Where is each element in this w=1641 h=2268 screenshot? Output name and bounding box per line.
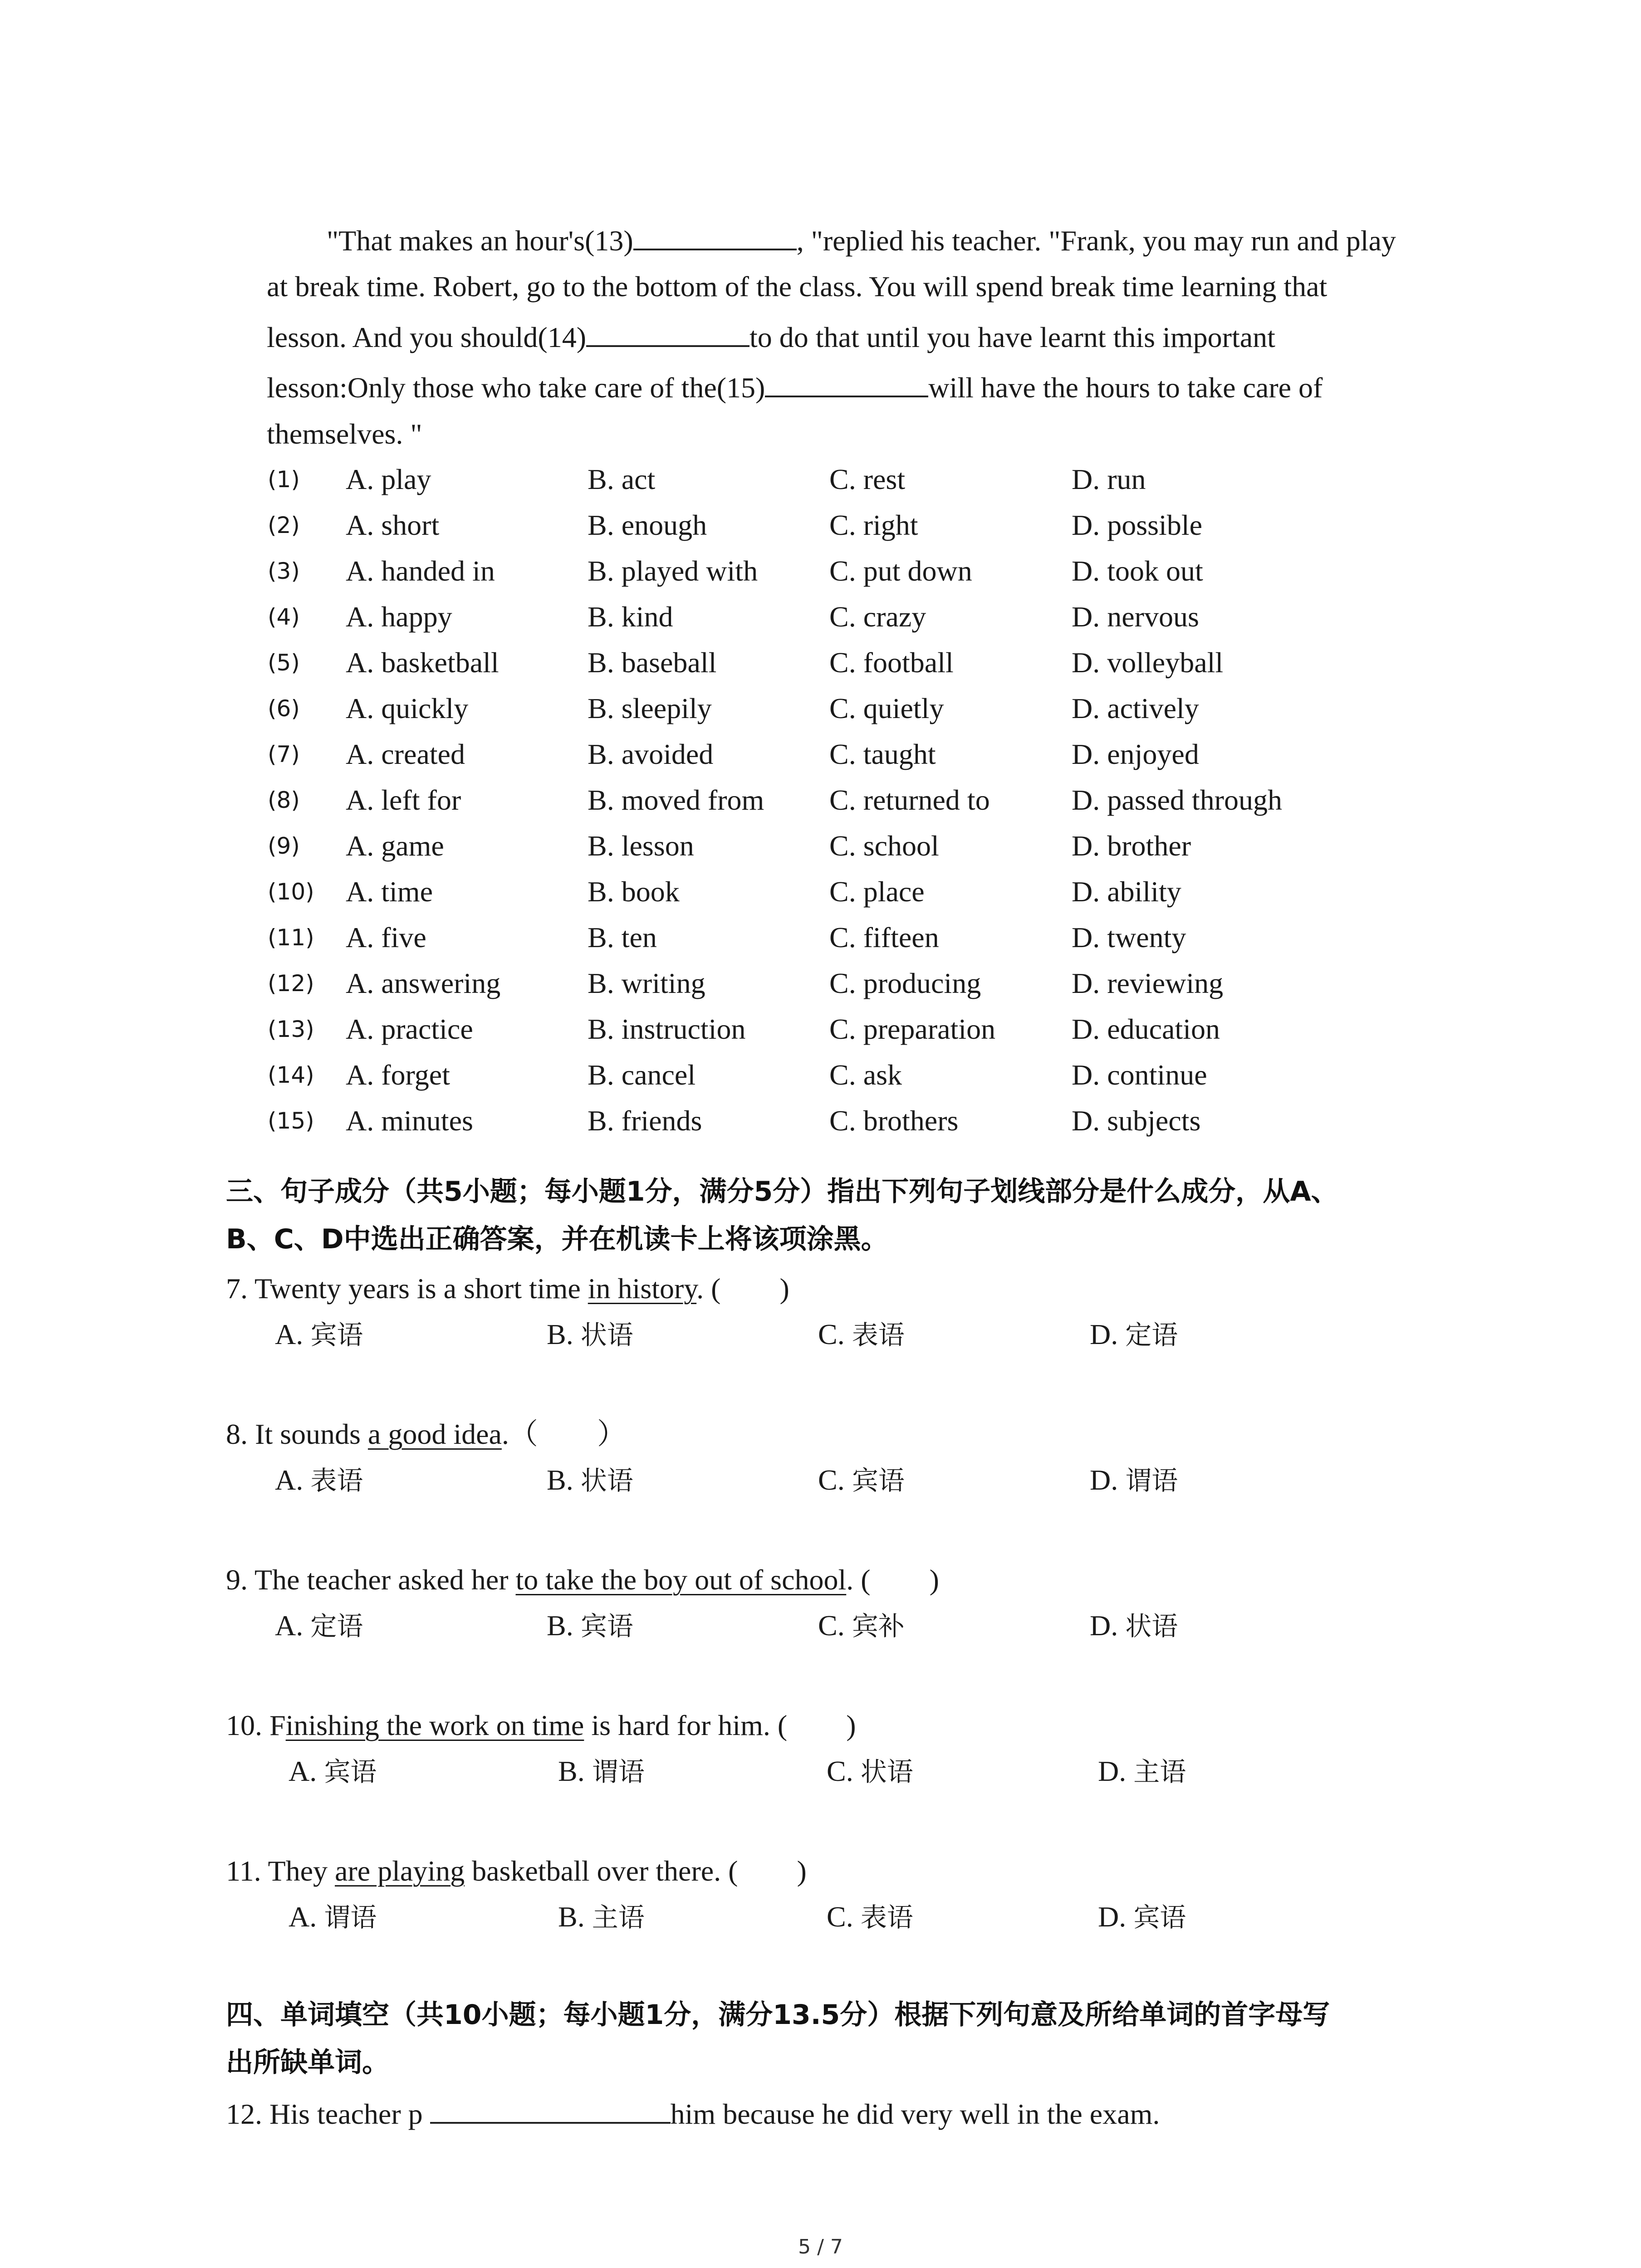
underlined-part: are playing bbox=[334, 1855, 465, 1887]
option-number: (1) bbox=[268, 466, 300, 493]
option-b: B. avoided bbox=[588, 738, 714, 770]
section-3-heading-cont: B、C、D中选出正确答案，并在机读卡上将该项涂黑。 bbox=[226, 1223, 888, 1255]
option-a: A. happy bbox=[346, 601, 452, 633]
passage-text: lesson. And you should(14) bbox=[267, 321, 586, 353]
option-c: C. school bbox=[829, 830, 939, 862]
question-text: is hard for him. ( bbox=[584, 1709, 788, 1741]
option-c: C. put down bbox=[829, 555, 972, 587]
question-text: 11. They bbox=[226, 1855, 335, 1887]
section-4-heading-cont: 出所缺单词。 bbox=[226, 2047, 389, 2078]
option-d: D. ability bbox=[1072, 875, 1181, 908]
choice-letter: C. bbox=[827, 1901, 853, 1933]
question-text: him because he did very well in the exam. bbox=[670, 2098, 1160, 2130]
choice-label: 表语 bbox=[310, 1465, 363, 1496]
option-b: B. cancel bbox=[588, 1059, 696, 1091]
option-d: D. subjects bbox=[1072, 1105, 1201, 1137]
option-number: (6) bbox=[268, 695, 300, 722]
option-b: B. lesson bbox=[588, 830, 694, 862]
choice-label: 宾补 bbox=[852, 1611, 905, 1642]
choice-letter: C. bbox=[827, 1755, 853, 1787]
paren-close: ) bbox=[929, 1564, 939, 1596]
choice-letter: D. bbox=[1090, 1464, 1118, 1496]
underlined-part: inishing the work on time bbox=[285, 1709, 584, 1741]
option-d: D. brother bbox=[1072, 830, 1191, 862]
choice-letter: B. bbox=[547, 1318, 573, 1350]
choice-label: 主语 bbox=[592, 1902, 645, 1933]
option-b: B. baseball bbox=[588, 646, 717, 679]
option-number: (5) bbox=[268, 650, 300, 676]
option-number: (11) bbox=[268, 924, 314, 951]
option-d: D. volleyball bbox=[1072, 646, 1224, 679]
answer-blank-14 bbox=[586, 319, 749, 347]
choice-label: 定语 bbox=[310, 1611, 363, 1642]
question-text: 8. It sounds bbox=[226, 1418, 368, 1450]
question-9 bbox=[226, 1562, 939, 1598]
option-a: A. short bbox=[346, 509, 440, 541]
option-number: (9) bbox=[268, 833, 300, 859]
choice-letter: B. bbox=[547, 1464, 573, 1496]
choice-label: 宾语 bbox=[310, 1320, 363, 1350]
choice-label: 谓语 bbox=[1125, 1465, 1178, 1496]
option-number: (13) bbox=[268, 1016, 314, 1042]
option-c: C. crazy bbox=[829, 601, 926, 633]
question-8 bbox=[226, 1416, 626, 1452]
option-a: A. answering bbox=[346, 967, 501, 999]
option-c: C. ask bbox=[829, 1059, 902, 1091]
choice-letter: C. bbox=[818, 1318, 845, 1350]
choice-label: 表语 bbox=[860, 1902, 913, 1933]
choice-a bbox=[275, 1462, 363, 1499]
question-text: . ( bbox=[846, 1564, 871, 1596]
option-a: A. practice bbox=[346, 1013, 473, 1045]
option-c: C. rest bbox=[829, 463, 906, 495]
choice-b bbox=[558, 1753, 645, 1790]
question-10 bbox=[226, 1707, 856, 1744]
question-text: 12. His teacher p bbox=[226, 2098, 423, 2130]
option-b: B. moved from bbox=[588, 784, 764, 816]
choice-c bbox=[818, 1608, 905, 1644]
option-a: A. quickly bbox=[346, 692, 469, 724]
choice-d bbox=[1098, 1753, 1186, 1790]
choice-label: 谓语 bbox=[324, 1902, 377, 1933]
choice-letter: C. bbox=[818, 1609, 845, 1642]
choice-c bbox=[827, 1753, 913, 1790]
option-d: D. possible bbox=[1072, 509, 1202, 541]
option-b: B. writing bbox=[588, 967, 705, 999]
paren-close: ） bbox=[597, 1418, 626, 1450]
option-c: C. right bbox=[829, 509, 918, 541]
choice-b bbox=[547, 1316, 633, 1353]
choice-letter: A. bbox=[275, 1609, 304, 1642]
passage-line-2 bbox=[267, 269, 1327, 305]
passage-line-1 bbox=[327, 222, 1396, 259]
option-number: (14) bbox=[268, 1062, 314, 1088]
question-text: 7. Twenty years is a short time bbox=[226, 1272, 588, 1305]
choice-b bbox=[558, 1899, 645, 1936]
passage-text: "That makes an hour's(13) bbox=[327, 225, 633, 257]
option-number: (8) bbox=[268, 787, 300, 813]
choice-label: 状语 bbox=[580, 1465, 633, 1496]
passage-line-3 bbox=[267, 319, 1275, 356]
question-text: 9. The teacher asked her bbox=[226, 1564, 516, 1596]
choice-label: 宾语 bbox=[324, 1756, 377, 1787]
page-number: 5 / 7 bbox=[798, 2235, 843, 2258]
passage-text: themselves. " bbox=[267, 418, 422, 450]
paren-close: ) bbox=[779, 1272, 789, 1305]
option-a: A. handed in bbox=[346, 555, 495, 587]
option-number: (12) bbox=[268, 970, 314, 997]
section-3-heading: 三、句子成分（共5小题；每小题1分，满分5分）指出下列句子划线部分是什么成分，从A、 bbox=[226, 1176, 1338, 1207]
option-a: A. minutes bbox=[346, 1105, 473, 1137]
option-number: (10) bbox=[268, 879, 314, 905]
choice-c bbox=[818, 1316, 905, 1353]
choice-c bbox=[818, 1462, 905, 1499]
option-a: A. play bbox=[346, 463, 431, 495]
passage-line-4 bbox=[267, 369, 1323, 406]
option-c: C. taught bbox=[829, 738, 936, 770]
option-a: A. game bbox=[346, 830, 444, 862]
choice-label: 定语 bbox=[1125, 1320, 1178, 1350]
choice-d bbox=[1098, 1899, 1186, 1936]
option-b: B. sleepily bbox=[588, 692, 712, 724]
option-d: D. nervous bbox=[1072, 601, 1199, 633]
option-a: A. five bbox=[346, 921, 426, 953]
choice-label: 谓语 bbox=[592, 1756, 645, 1787]
choice-letter: A. bbox=[289, 1901, 317, 1933]
option-c: C. fifteen bbox=[829, 921, 939, 953]
option-b: B. ten bbox=[588, 921, 657, 953]
choice-b bbox=[547, 1608, 633, 1644]
answer-blank-15 bbox=[765, 369, 928, 397]
option-b: B. played with bbox=[588, 555, 758, 587]
choice-d bbox=[1090, 1608, 1178, 1644]
option-b: B. enough bbox=[588, 509, 707, 541]
option-a: A. forget bbox=[346, 1059, 450, 1091]
option-a: A. basketball bbox=[346, 646, 499, 679]
choice-letter: B. bbox=[558, 1755, 585, 1787]
choice-label: 宾语 bbox=[580, 1611, 633, 1642]
option-b: B. friends bbox=[588, 1105, 702, 1137]
question-11 bbox=[226, 1853, 807, 1889]
question-text: .（ bbox=[501, 1418, 538, 1450]
choice-label: 状语 bbox=[580, 1320, 633, 1350]
option-b: B. book bbox=[588, 875, 680, 908]
option-b: B. kind bbox=[588, 601, 673, 633]
answer-blank[interactable] bbox=[430, 2096, 671, 2124]
choice-label: 宾语 bbox=[852, 1465, 905, 1496]
option-a: A. created bbox=[346, 738, 465, 770]
option-number: (7) bbox=[268, 741, 300, 767]
question-text: basketball over there. ( bbox=[465, 1855, 738, 1887]
option-d: D. enjoyed bbox=[1072, 738, 1199, 770]
underlined-part: a good idea bbox=[367, 1418, 502, 1450]
option-d: D. education bbox=[1072, 1013, 1220, 1045]
choice-letter: D. bbox=[1098, 1755, 1127, 1787]
choice-a bbox=[289, 1899, 377, 1936]
choice-letter: A. bbox=[289, 1755, 317, 1787]
choice-letter: C. bbox=[818, 1464, 845, 1496]
choice-label: 表语 bbox=[852, 1320, 905, 1350]
choice-letter: D. bbox=[1098, 1901, 1127, 1933]
passage-text: lesson:Only those who take care of the(15) bbox=[267, 371, 765, 404]
option-number: (3) bbox=[268, 558, 300, 584]
passage-text: , "replied his teacher. "Frank, you may run and play bbox=[796, 225, 1396, 257]
option-c: C. football bbox=[829, 646, 954, 679]
option-c: C. brothers bbox=[829, 1105, 959, 1137]
passage-text: at break time. Robert, go to the bottom of the class. You will spend break time learning that bbox=[267, 270, 1327, 303]
choice-letter: B. bbox=[558, 1901, 585, 1933]
underlined-part: in history bbox=[588, 1272, 697, 1305]
choice-a bbox=[275, 1608, 363, 1644]
option-a: A. left for bbox=[346, 784, 461, 816]
question-text: 10. F bbox=[226, 1709, 286, 1741]
choice-label: 状语 bbox=[860, 1756, 913, 1787]
section-4-heading: 四、单词填空（共10小题；每小题1分，满分13.5分）根据下列句意及所给单词的首字母写 bbox=[226, 1999, 1330, 2031]
choice-c bbox=[827, 1899, 913, 1936]
choice-a bbox=[275, 1316, 363, 1353]
option-number: (2) bbox=[268, 512, 300, 538]
choice-b bbox=[547, 1462, 633, 1499]
choice-letter: A. bbox=[275, 1318, 304, 1350]
option-c: C. place bbox=[829, 875, 925, 908]
option-number: (4) bbox=[268, 604, 300, 630]
option-c: C. returned to bbox=[829, 784, 990, 816]
option-d: D. passed through bbox=[1072, 784, 1282, 816]
choice-letter: D. bbox=[1090, 1318, 1118, 1350]
question-12 bbox=[226, 2096, 1160, 2132]
question-7 bbox=[226, 1271, 789, 1307]
option-d: D. run bbox=[1072, 463, 1146, 495]
passage-line-5 bbox=[267, 416, 422, 452]
option-a: A. time bbox=[346, 875, 433, 908]
choice-label: 状语 bbox=[1125, 1611, 1178, 1642]
answer-blank-13 bbox=[633, 222, 797, 250]
option-d: D. reviewing bbox=[1072, 967, 1224, 999]
option-d: D. actively bbox=[1072, 692, 1199, 724]
question-text: . ( bbox=[696, 1272, 721, 1305]
choice-letter: A. bbox=[275, 1464, 304, 1496]
option-c: C. producing bbox=[829, 967, 981, 999]
choice-a bbox=[289, 1753, 377, 1790]
option-b: B. instruction bbox=[588, 1013, 746, 1045]
option-number: (15) bbox=[268, 1108, 314, 1134]
choice-d bbox=[1090, 1462, 1178, 1499]
option-c: C. preparation bbox=[829, 1013, 996, 1045]
passage-text: will have the hours to take care of bbox=[928, 371, 1323, 404]
choice-letter: B. bbox=[547, 1609, 573, 1642]
paren-close: ) bbox=[797, 1855, 807, 1887]
option-d: D. took out bbox=[1072, 555, 1203, 587]
choice-letter: D. bbox=[1090, 1609, 1118, 1642]
option-d: D. twenty bbox=[1072, 921, 1186, 953]
underlined-part: to take the boy out of school bbox=[515, 1564, 847, 1596]
choice-d bbox=[1090, 1316, 1178, 1353]
choice-label: 宾语 bbox=[1133, 1902, 1186, 1933]
option-c: C. quietly bbox=[829, 692, 944, 724]
choice-label: 主语 bbox=[1133, 1756, 1186, 1787]
option-d: D. continue bbox=[1072, 1059, 1207, 1091]
option-b: B. act bbox=[588, 463, 656, 495]
paren-close: ) bbox=[846, 1709, 856, 1741]
passage-text: to do that until you have learnt this important bbox=[749, 321, 1275, 353]
